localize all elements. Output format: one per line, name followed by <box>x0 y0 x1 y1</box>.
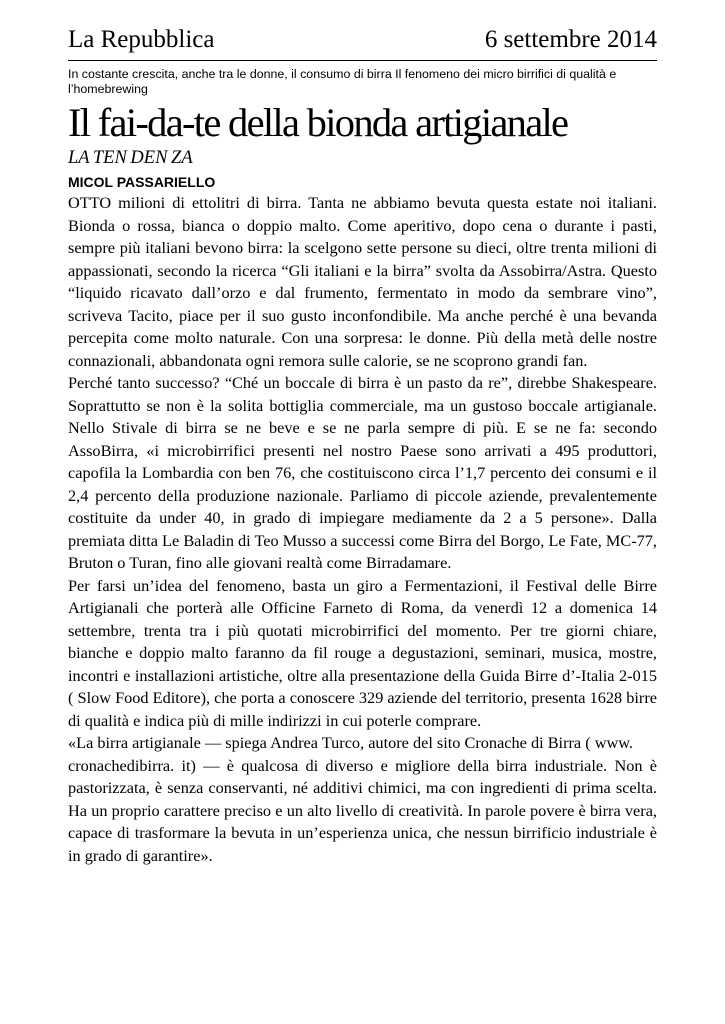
article-byline: MICOL PASSARIELLO <box>68 174 216 190</box>
article-paragraph: Perché tanto successo? “Ché un boccale di birra è un pasto da re”, direbbe Shakespeare. Soprattutto se non è la solita bottiglia commerciale, ma un gustoso boccale artigianale. Nello Stivale di birra se ne beve e se ne parla sempre di più. E se ne fa: secondo AssoBirra, «i microbirrifici presenti nel nostro Paese sono arrivati a 495 produttori, capofila la Lombardia con ben 76, che costituiscono circa l’1,7 percento dei consumi e il 2,4 percento della produzione nazionale. Parliamo di piccole aziende, prevalentemente costituite da under 40, in grado di impiegare mediamente da 2 a 5 persone». Dalla premiata ditta Le Baladin di Teo Musso a successi come Birra del Borgo, Le Fate, MC-77, Bruton o Turan, fino alle giovani realtà come Birradamare. <box>68 373 657 572</box>
article-body <box>68 192 657 867</box>
masthead <box>68 24 657 61</box>
article-summary: In costante crescita, anche tra le donne, il consumo di birra Il fenomeno dei micro birrifici di qualità e l’homebrewing <box>68 67 617 96</box>
newspaper-name: La Repubblica <box>68 26 215 53</box>
publication-date: 6 settembre 2014 <box>484 26 657 53</box>
article-paragraph: Per farsi un’idea del fenomeno, basta un giro a Fermentazioni, il Festival delle Birre Artigianali che porterà alle Officine Farneto di Roma, da venerdì 12 a domenica 14 settembre, trenta tra i più quotati microbirrifici del momento. Per tre giorni chiare, bianche e doppio malto faranno da fil rouge a degustazioni, seminari, musica, mostre, incontri e installazioni artistiche, oltre alla presentazione della Guida Birre d’-Italia 2-015 ( Slow Food Editore), che porta a conoscere 329 aziende del territorio, presenta 1628 birre di qualità e indica più di mille indirizzi in cui poterle comprare. <box>68 575 657 730</box>
article-paragraph: cronachedibirra. it) — è qualcosa di diverso e migliore della birra industriale. Non è pastorizzata, è senza conservanti, né additivi chimici, ma con ingredienti di prima scelta. Ha un proprio carattere preciso e un alto livello di creatività. In parole povere è birra vera, capace di trasformare la bevuta in un’esperienza unica, che nessun birrificio industriale è in grado di garantire». <box>68 755 657 865</box>
article-kicker: LA TEN DEN ZA <box>68 148 193 168</box>
clipping-page <box>68 24 657 867</box>
article-paragraph: OTTO milioni di ettolitri di birra. Tanta ne abbiamo bevuta questa estate noi italiani. Bionda o rossa, bianca o doppio malto. Come aperitivo, dopo cena o durante i pasti, sempre più italiani bevono birra: la scelgono sette persone su dieci, oltre trenta milioni di appassionati, secondo la ricerca “Gli italiani e la birra” svolta da Assobirra/Astra. Questo “liquido ricavato dall’orzo e dal frumento, fermentato in modo da sembrare vino”, scriveva Tacito, piace per il suo gusto inconfondibile. Ma anche perché è una bevanda percepita come molto naturale. Con una sorpresa: le donne. Più della metà delle nostre connazionali, abbandonata ogni remora sulle calorie, se ne scoprono grandi fan. <box>68 193 657 370</box>
article-paragraph: «La birra artigianale — spiega Andrea Turco, autore del sito Cronache di Birra ( www. <box>68 733 634 752</box>
article-headline: Il fai-da-te della bionda artigianale <box>68 100 568 145</box>
